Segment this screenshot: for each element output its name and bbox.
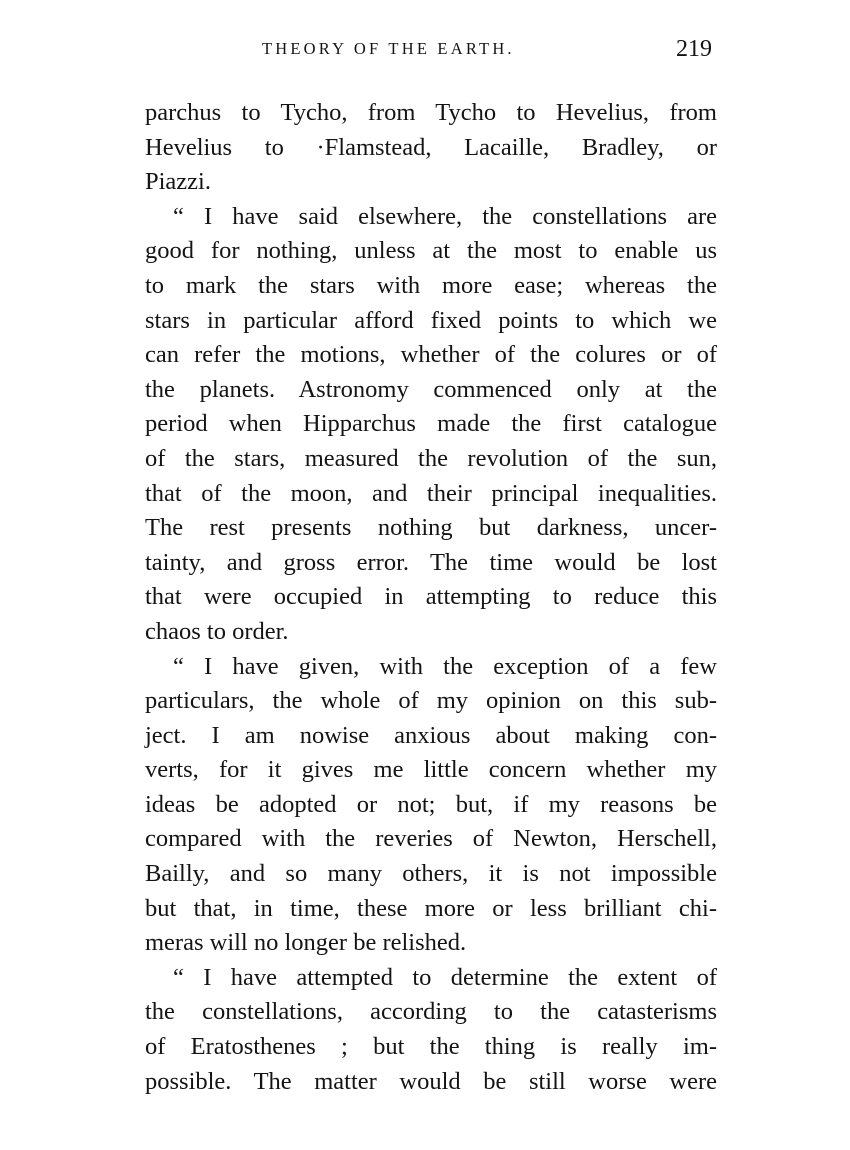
paragraph — [145, 96, 717, 200]
text-line: meras will no longer be relished. — [145, 929, 467, 957]
text-line: Bailly, and so many others, it is not impossible — [145, 860, 717, 888]
text-line: Piazzi. — [145, 168, 211, 196]
text-line: to mark the stars with more ease; whereas the — [145, 271, 717, 299]
text-line: “ I have said elsewhere, the constellations are — [173, 202, 717, 230]
text-line: but that, in time, these more or less brilliant chi- — [145, 894, 717, 922]
running-title: THEORY OF THE EARTH. — [262, 39, 515, 58]
text-line: parchus to Tycho, from Tycho to Hevelius, from — [145, 99, 717, 126]
text-line: tainty, and gross error. The time would be lost — [145, 548, 717, 576]
text-line: chaos to order. — [145, 617, 289, 645]
page-number: 219 — [676, 36, 712, 62]
text-line: The rest presents nothing but darkness, uncer- — [145, 514, 717, 542]
paragraph — [145, 961, 717, 1099]
text-line: good for nothing, unless at the most to enable us — [145, 237, 717, 265]
text-line: of Eratosthenes ; but the thing is really im- — [145, 1033, 717, 1061]
text-line: ideas be adopted or not; but, if my reasons be — [145, 790, 717, 818]
text-line: possible. The matter would be still worse were — [145, 1067, 717, 1095]
body-text — [145, 96, 717, 1099]
text-line: that were occupied in attempting to reduce this — [145, 583, 717, 611]
text-line: verts, for it gives me little concern whether my — [145, 756, 717, 784]
text-line: ject. I am nowise anxious about making con- — [145, 721, 717, 749]
text-line: Hevelius to ·Flamstead, Lacaille, Bradley, or — [145, 133, 717, 161]
running-head — [262, 36, 722, 66]
text-line: of the stars, measured the revolution of the sun, — [145, 444, 717, 472]
text-line: the planets. Astronomy commenced only at the — [145, 375, 717, 403]
text-line: stars in particular afford fixed points to which we — [145, 306, 717, 334]
text-line: can refer the motions, whether of the colures or of — [145, 341, 717, 369]
text-line: “ I have attempted to determine the extent of — [173, 963, 717, 991]
text-line: particulars, the whole of my opinion on this sub- — [145, 687, 717, 715]
text-line: “ I have given, with the exception of a few — [173, 652, 717, 680]
text-line: that of the moon, and their principal inequalities. — [145, 479, 717, 507]
text-line: compared with the reveries of Newton, Herschell, — [145, 825, 717, 853]
paragraph — [145, 650, 717, 961]
text-line: period when Hipparchus made the first catalogue — [145, 410, 717, 438]
text-line: the constellations, according to the catasterisms — [145, 998, 717, 1026]
paragraph — [145, 200, 717, 650]
